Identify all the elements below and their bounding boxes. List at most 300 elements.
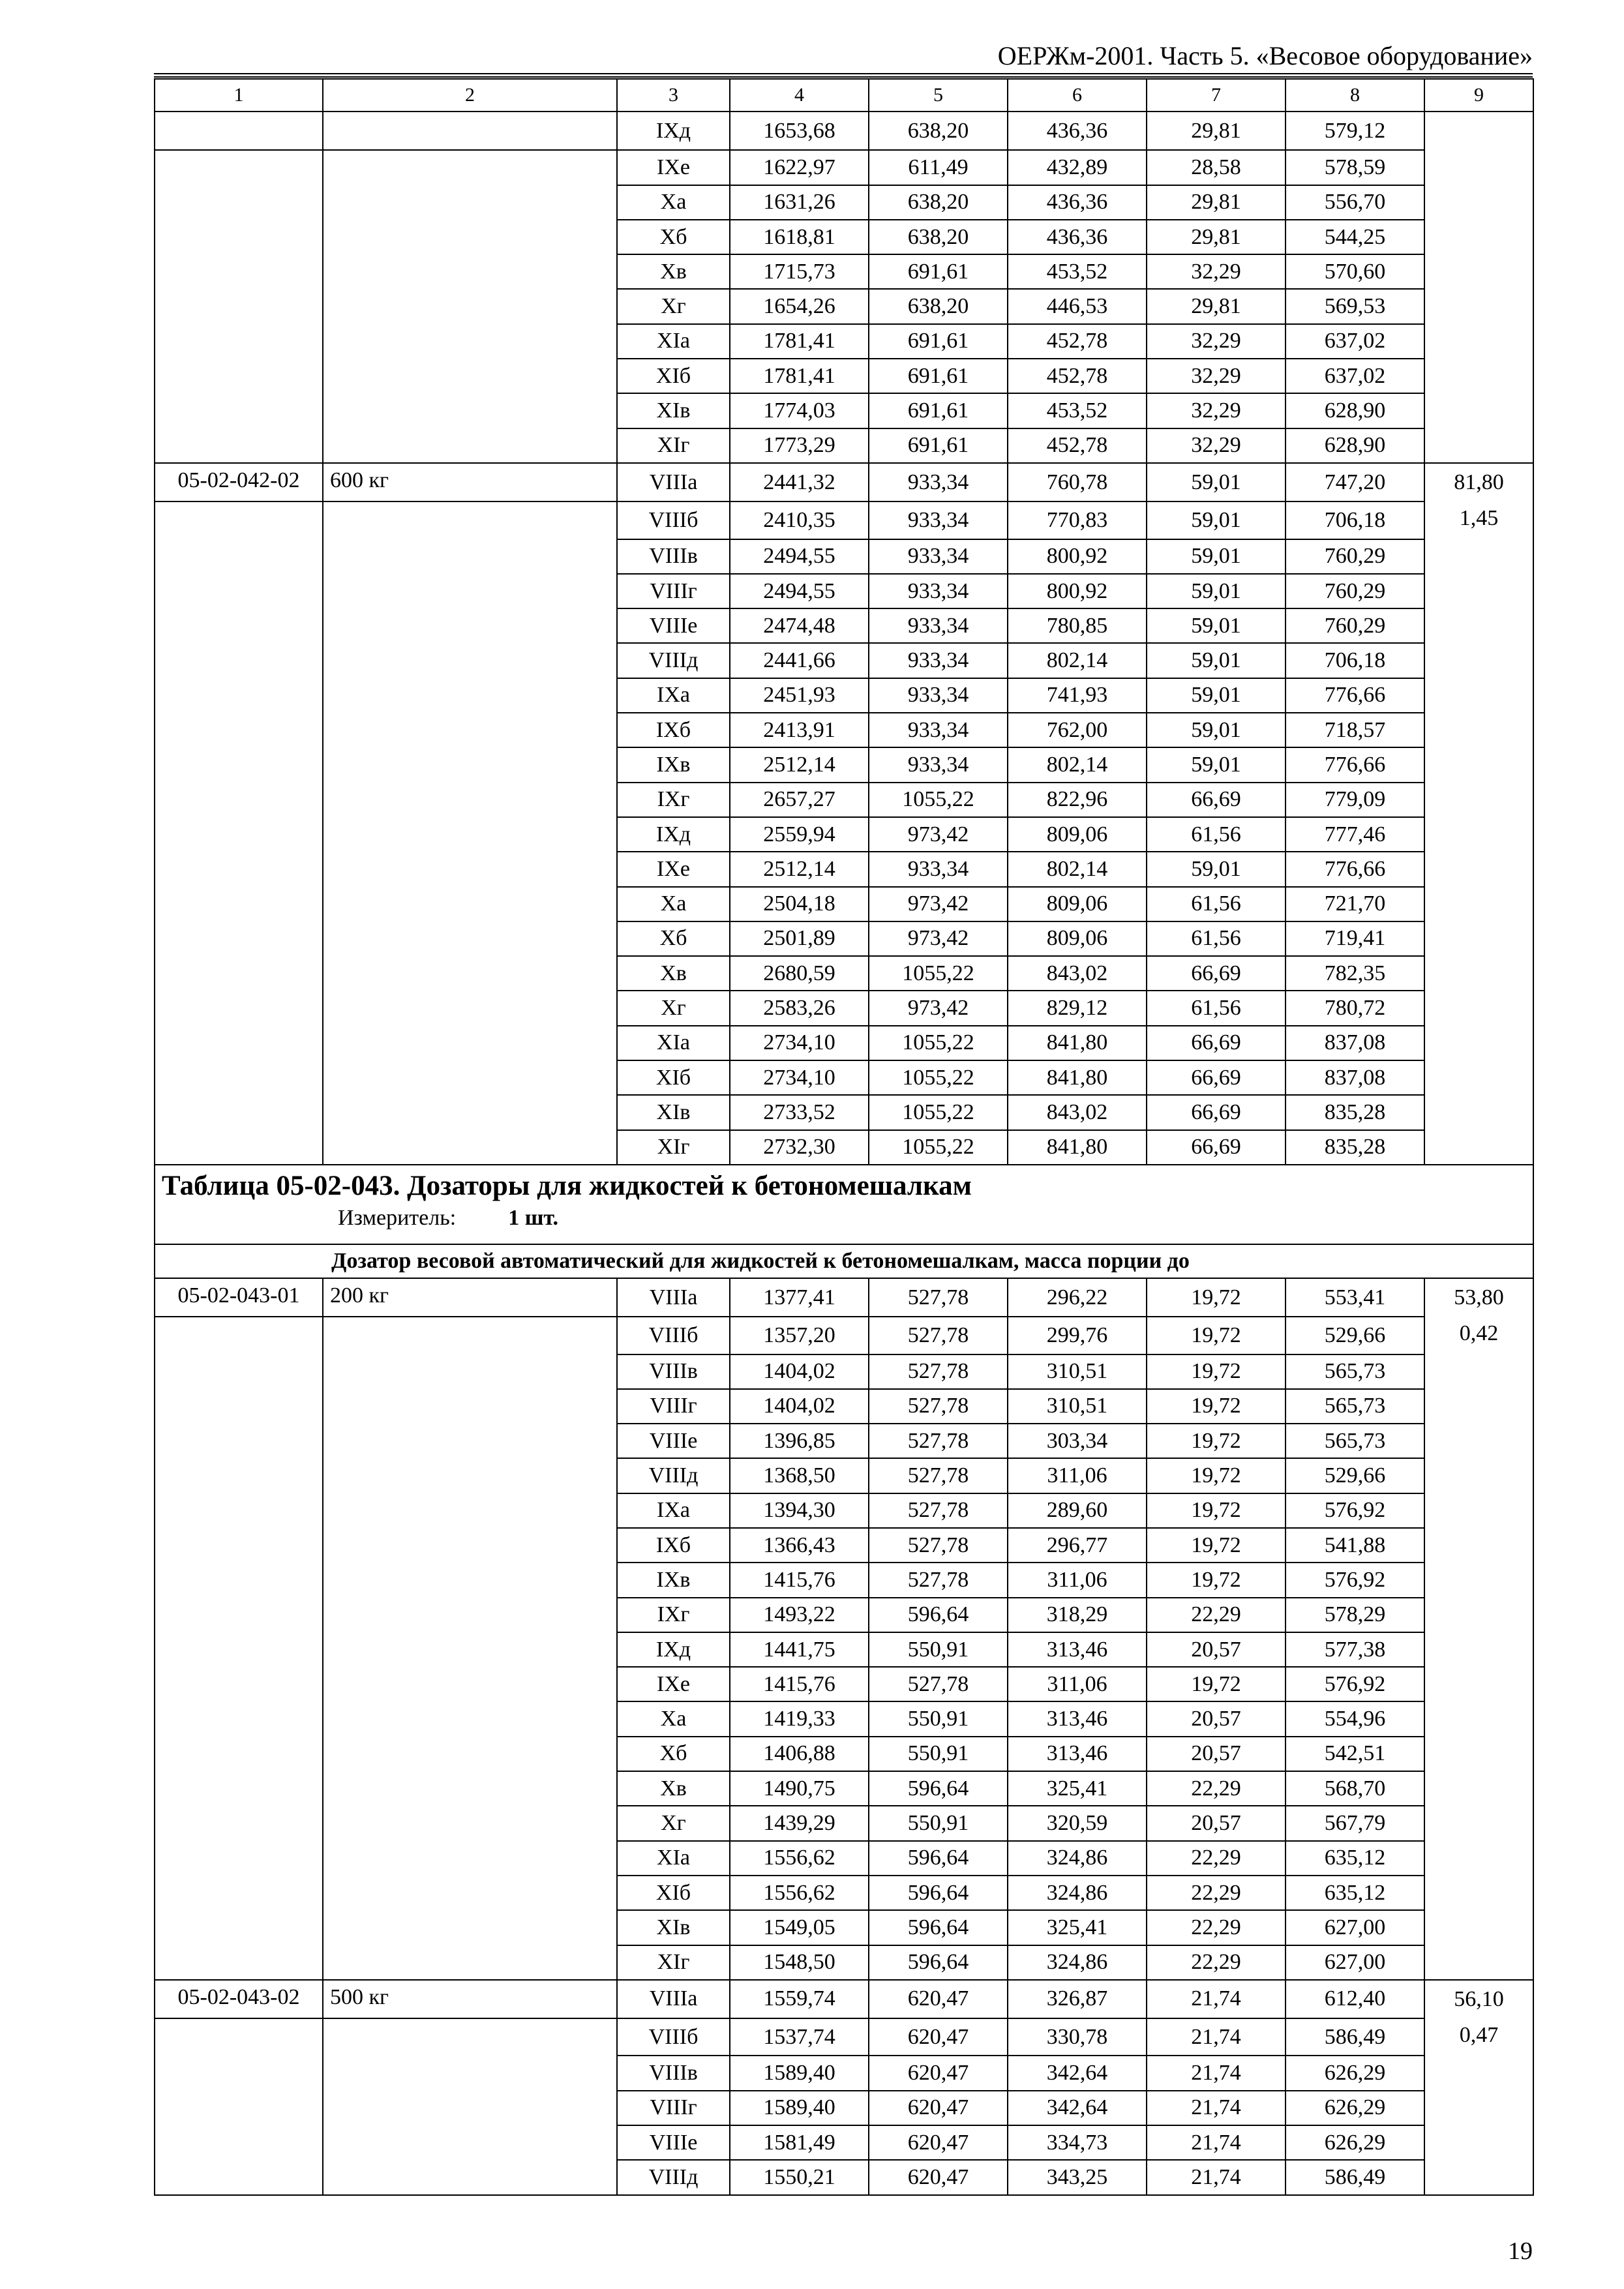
value-cell: 59,01	[1147, 643, 1286, 678]
value-cell: VIIIг	[617, 2091, 730, 2125]
value-cell: 691,61	[869, 254, 1008, 289]
value-cell: 933,34	[869, 574, 1008, 608]
col9-cell	[1424, 783, 1533, 817]
code-cell: 05-02-043-02	[155, 1980, 323, 2018]
code-cell	[155, 428, 323, 463]
col9-cell	[1424, 713, 1533, 747]
value-cell: 527,78	[869, 1424, 1008, 1458]
value-cell: 719,41	[1286, 921, 1424, 956]
value-cell: 973,42	[869, 991, 1008, 1025]
value-cell: 2559,94	[730, 817, 869, 852]
name-cell	[323, 1563, 617, 1597]
value-cell: 841,80	[1008, 1026, 1147, 1060]
value-cell: 762,00	[1008, 713, 1147, 747]
value-cell: 66,69	[1147, 1095, 1286, 1130]
col9-cell: 1,45	[1424, 501, 1533, 539]
value-cell: IXе	[617, 852, 730, 886]
value-cell: 1490,75	[730, 1771, 869, 1806]
value-cell: 1654,26	[730, 289, 869, 323]
value-cell: XIб	[617, 359, 730, 393]
code-cell	[155, 359, 323, 393]
code-cell	[155, 921, 323, 956]
name-cell	[323, 991, 617, 1025]
code-cell	[155, 608, 323, 643]
value-cell: 638,20	[869, 112, 1008, 150]
table-row	[155, 1980, 1533, 2018]
value-cell: 933,34	[869, 643, 1008, 678]
table-row	[155, 1278, 1533, 1317]
column-number-row	[155, 79, 1533, 112]
code-cell	[155, 501, 323, 539]
table-row	[155, 921, 1533, 956]
value-cell: Xг	[617, 991, 730, 1025]
name-cell	[323, 1771, 617, 1806]
value-cell: 436,36	[1008, 185, 1147, 220]
value-cell: 32,29	[1147, 393, 1286, 428]
code-cell	[155, 1598, 323, 1632]
value-cell: 2494,55	[730, 574, 869, 608]
value-cell: 311,06	[1008, 1667, 1147, 1701]
value-cell: XIв	[617, 393, 730, 428]
table-row	[155, 1598, 1533, 1632]
value-cell: 527,78	[869, 1278, 1008, 1317]
value-cell: 1055,22	[869, 1095, 1008, 1130]
value-cell: 841,80	[1008, 1060, 1147, 1095]
col9-cell	[1424, 817, 1533, 852]
table-row	[155, 1458, 1533, 1493]
value-cell: 19,72	[1147, 1424, 1286, 1458]
value-cell: 299,76	[1008, 1317, 1147, 1354]
code-cell	[155, 817, 323, 852]
col9-cell	[1424, 2125, 1533, 2160]
value-cell: 22,29	[1147, 1945, 1286, 1980]
name-cell	[323, 1632, 617, 1667]
value-cell: XIа	[617, 324, 730, 359]
value-cell: 59,01	[1147, 852, 1286, 886]
name-cell: 500 кг	[323, 1980, 617, 2018]
value-cell: 527,78	[869, 1317, 1008, 1354]
value-cell: VIIIа	[617, 1278, 730, 1317]
value-cell: 318,29	[1008, 1598, 1147, 1632]
value-cell: 2441,66	[730, 643, 869, 678]
table-row	[155, 783, 1533, 817]
table-row	[155, 539, 1533, 574]
value-cell: IXв	[617, 1563, 730, 1597]
value-cell: 620,47	[869, 2091, 1008, 2125]
value-cell: 800,92	[1008, 539, 1147, 574]
value-cell: Xв	[617, 956, 730, 991]
table-subtitle: Дозатор весовой автоматический для жидкостей к бетономешалкам, масса порции до	[155, 1244, 1533, 1278]
name-cell	[323, 2018, 617, 2056]
table-row	[155, 112, 1533, 150]
table-row	[155, 1841, 1533, 1876]
value-cell: Xа	[617, 1701, 730, 1736]
table-row	[155, 324, 1533, 359]
code-cell	[155, 713, 323, 747]
value-cell: 554,96	[1286, 1701, 1424, 1736]
value-cell: VIIIв	[617, 1354, 730, 1389]
value-cell: 313,46	[1008, 1701, 1147, 1736]
table-row	[155, 1806, 1533, 1840]
value-cell: 32,29	[1147, 324, 1286, 359]
table-row	[155, 501, 1533, 539]
running-header: ОЕРЖм-2001. Часть 5. «Весовое оборудование»	[997, 41, 1533, 70]
table-row	[155, 289, 1533, 323]
code-cell	[155, 2091, 323, 2125]
col9-cell	[1424, 956, 1533, 991]
value-cell: 61,56	[1147, 817, 1286, 852]
name-cell	[323, 852, 617, 886]
code-cell	[155, 747, 323, 782]
name-cell	[323, 1389, 617, 1424]
table-row	[155, 2160, 1533, 2194]
name-cell	[323, 608, 617, 643]
value-cell: 59,01	[1147, 574, 1286, 608]
value-cell: 626,29	[1286, 2125, 1424, 2160]
value-cell: Xв	[617, 254, 730, 289]
column-number-cell: 2	[323, 79, 617, 112]
value-cell: 22,29	[1147, 1771, 1286, 1806]
value-cell: 19,72	[1147, 1389, 1286, 1424]
value-cell: 21,74	[1147, 2091, 1286, 2125]
value-cell: 32,29	[1147, 428, 1286, 463]
value-cell: 19,72	[1147, 1278, 1286, 1317]
value-cell: 59,01	[1147, 678, 1286, 713]
code-cell	[155, 220, 323, 254]
value-cell: 837,08	[1286, 1026, 1424, 1060]
table-row	[155, 1317, 1533, 1354]
value-cell: 933,34	[869, 747, 1008, 782]
value-cell: 1419,33	[730, 1701, 869, 1736]
col9-cell	[1424, 254, 1533, 289]
value-cell: 579,12	[1286, 112, 1424, 150]
value-cell: 1631,26	[730, 185, 869, 220]
value-cell: 1404,02	[730, 1354, 869, 1389]
col9-cell: 0,42	[1424, 1317, 1533, 1354]
col9-cell	[1424, 574, 1533, 608]
code-cell: 05-02-042-02	[155, 463, 323, 501]
value-cell: 1549,05	[730, 1910, 869, 1945]
code-cell	[155, 1130, 323, 1165]
value-cell: 2657,27	[730, 783, 869, 817]
value-cell: 550,91	[869, 1737, 1008, 1771]
value-cell: 22,29	[1147, 1598, 1286, 1632]
table-row	[155, 1945, 1533, 1980]
name-cell	[323, 185, 617, 220]
value-cell: VIIIг	[617, 1389, 730, 1424]
code-cell	[155, 1876, 323, 1910]
value-cell: 1055,22	[869, 1130, 1008, 1165]
code-cell	[155, 150, 323, 185]
name-cell	[323, 1701, 617, 1736]
value-cell: 1556,62	[730, 1841, 869, 1876]
name-cell	[323, 254, 617, 289]
col9-cell: 0,47	[1424, 2018, 1533, 2056]
value-cell: VIIIд	[617, 2160, 730, 2194]
value-cell: 59,01	[1147, 747, 1286, 782]
value-cell: 313,46	[1008, 1737, 1147, 1771]
column-number-cell: 9	[1424, 79, 1533, 112]
value-cell: 718,57	[1286, 713, 1424, 747]
value-cell: IXг	[617, 1598, 730, 1632]
value-cell: 1055,22	[869, 956, 1008, 991]
value-cell: IXд	[617, 112, 730, 150]
value-cell: 19,72	[1147, 1563, 1286, 1597]
col9-cell	[1424, 887, 1533, 921]
name-cell	[323, 1026, 617, 1060]
value-cell: 770,83	[1008, 501, 1147, 539]
value-cell: 568,70	[1286, 1771, 1424, 1806]
value-cell: 20,57	[1147, 1806, 1286, 1840]
value-cell: 782,35	[1286, 956, 1424, 991]
table-title-cell	[155, 1165, 1533, 1244]
table-row	[155, 1771, 1533, 1806]
code-cell	[155, 991, 323, 1025]
value-cell: 436,36	[1008, 112, 1147, 150]
col9-cell	[1424, 359, 1533, 393]
col9-cell	[1424, 1945, 1533, 1980]
value-cell: 837,08	[1286, 1060, 1424, 1095]
value-cell: 638,20	[869, 185, 1008, 220]
value-cell: 324,86	[1008, 1945, 1147, 1980]
name-cell	[323, 747, 617, 782]
value-cell: 22,29	[1147, 1841, 1286, 1876]
code-cell	[155, 1354, 323, 1389]
value-cell: 565,73	[1286, 1354, 1424, 1389]
value-cell: 19,72	[1147, 1493, 1286, 1528]
value-cell: 829,12	[1008, 991, 1147, 1025]
value-cell: 691,61	[869, 393, 1008, 428]
code-cell	[155, 1026, 323, 1060]
table-row	[155, 643, 1533, 678]
value-cell: XIб	[617, 1060, 730, 1095]
table-row	[155, 1701, 1533, 1736]
table-row	[155, 2091, 1533, 2125]
value-cell: 19,72	[1147, 1528, 1286, 1563]
name-cell	[323, 1806, 617, 1840]
value-cell: 620,47	[869, 2056, 1008, 2090]
value-cell: 776,66	[1286, 852, 1424, 886]
col9-cell: 56,10	[1424, 1980, 1533, 2018]
code-cell: 05-02-043-01	[155, 1278, 323, 1317]
value-cell: 1715,73	[730, 254, 869, 289]
value-cell: VIIIб	[617, 2018, 730, 2056]
value-cell: 330,78	[1008, 2018, 1147, 2056]
value-cell: VIIIв	[617, 2056, 730, 2090]
code-cell	[155, 1771, 323, 1806]
value-cell: 843,02	[1008, 956, 1147, 991]
name-cell	[323, 150, 617, 185]
value-cell: 453,52	[1008, 254, 1147, 289]
name-cell	[323, 887, 617, 921]
value-cell: 19,72	[1147, 1667, 1286, 1701]
value-cell: XIг	[617, 1130, 730, 1165]
value-cell: 326,87	[1008, 1980, 1147, 2018]
value-cell: 2441,32	[730, 463, 869, 501]
column-number-cell: 4	[730, 79, 869, 112]
value-cell: 569,53	[1286, 289, 1424, 323]
value-cell: 1537,74	[730, 2018, 869, 2056]
col9-cell	[1424, 1354, 1533, 1389]
value-cell: 578,29	[1286, 1598, 1424, 1632]
value-cell: 1406,88	[730, 1737, 869, 1771]
header-rule	[154, 73, 1533, 74]
value-cell: 2512,14	[730, 747, 869, 782]
value-cell: 61,56	[1147, 921, 1286, 956]
value-cell: 550,91	[869, 1701, 1008, 1736]
col9-cell	[1424, 150, 1533, 185]
value-cell: 1439,29	[730, 1806, 869, 1840]
code-cell	[155, 678, 323, 713]
value-cell: 59,01	[1147, 463, 1286, 501]
value-cell: 66,69	[1147, 1130, 1286, 1165]
value-cell: 691,61	[869, 359, 1008, 393]
value-cell: 59,01	[1147, 501, 1286, 539]
code-cell	[155, 1945, 323, 1980]
table-row	[155, 1060, 1533, 1095]
name-cell	[323, 921, 617, 956]
value-cell: 628,90	[1286, 393, 1424, 428]
name-cell	[323, 1598, 617, 1632]
value-cell: 637,02	[1286, 359, 1424, 393]
value-cell: XIг	[617, 1945, 730, 1980]
value-cell: 612,40	[1286, 1980, 1424, 2018]
table-row	[155, 359, 1533, 393]
code-cell	[155, 852, 323, 886]
value-cell: VIIIа	[617, 463, 730, 501]
col9-cell	[1424, 1095, 1533, 1130]
table-row	[155, 956, 1533, 991]
value-cell: VIIIв	[617, 539, 730, 574]
name-cell	[323, 1130, 617, 1165]
value-cell: 1581,49	[730, 2125, 869, 2160]
value-cell: 1055,22	[869, 1026, 1008, 1060]
value-cell: 577,38	[1286, 1632, 1424, 1667]
value-cell: Xа	[617, 185, 730, 220]
value-cell: 626,29	[1286, 2091, 1424, 2125]
unit-value: 1 шт.	[508, 1205, 559, 1230]
value-cell: 2501,89	[730, 921, 869, 956]
name-cell	[323, 1424, 617, 1458]
code-cell	[155, 956, 323, 991]
name-cell	[323, 1737, 617, 1771]
value-cell: 542,51	[1286, 1737, 1424, 1771]
value-cell: 59,01	[1147, 608, 1286, 643]
name-cell	[323, 1910, 617, 1945]
value-cell: 541,88	[1286, 1528, 1424, 1563]
col9-cell	[1424, 1701, 1533, 1736]
value-cell: 61,56	[1147, 887, 1286, 921]
name-cell	[323, 2056, 617, 2090]
value-cell: 1622,97	[730, 150, 869, 185]
column-number-cell: 7	[1147, 79, 1286, 112]
value-cell: 777,46	[1286, 817, 1424, 852]
value-cell: 432,89	[1008, 150, 1147, 185]
value-cell: 933,34	[869, 539, 1008, 574]
value-cell: 21,74	[1147, 2160, 1286, 2194]
value-cell: 21,74	[1147, 2056, 1286, 2090]
value-cell: 2504,18	[730, 887, 869, 921]
table-subtitle-row	[155, 1244, 1533, 1278]
value-cell: 691,61	[869, 324, 1008, 359]
value-cell: 638,20	[869, 220, 1008, 254]
name-cell	[323, 817, 617, 852]
table-row	[155, 1095, 1533, 1130]
value-cell: 2410,35	[730, 501, 869, 539]
value-cell: 802,14	[1008, 643, 1147, 678]
value-cell: 706,18	[1286, 501, 1424, 539]
code-cell	[155, 2018, 323, 2056]
value-cell: Xа	[617, 887, 730, 921]
value-cell: 628,90	[1286, 428, 1424, 463]
value-cell: 841,80	[1008, 1130, 1147, 1165]
column-number-cell: 8	[1286, 79, 1424, 112]
code-cell	[155, 2056, 323, 2090]
rates-table	[154, 78, 1534, 2196]
value-cell: 527,78	[869, 1493, 1008, 1528]
value-cell: 2583,26	[730, 991, 869, 1025]
value-cell: Xб	[617, 1737, 730, 1771]
name-cell	[323, 713, 617, 747]
value-cell: 1556,62	[730, 1876, 869, 1910]
value-cell: XIг	[617, 428, 730, 463]
table-row	[155, 1493, 1533, 1528]
unit-line	[162, 1203, 1533, 1233]
value-cell: 1394,30	[730, 1493, 869, 1528]
value-cell: VIIIе	[617, 2125, 730, 2160]
value-cell: 529,66	[1286, 1458, 1424, 1493]
value-cell: Xб	[617, 921, 730, 956]
value-cell: 556,70	[1286, 185, 1424, 220]
code-cell	[155, 643, 323, 678]
col9-cell	[1424, 539, 1533, 574]
value-cell: Xг	[617, 289, 730, 323]
value-cell: 741,93	[1008, 678, 1147, 713]
value-cell: 324,86	[1008, 1841, 1147, 1876]
table-row	[155, 608, 1533, 643]
table-row	[155, 1424, 1533, 1458]
value-cell: 550,91	[869, 1632, 1008, 1667]
value-cell: 570,60	[1286, 254, 1424, 289]
table-row	[155, 1563, 1533, 1597]
value-cell: 635,12	[1286, 1876, 1424, 1910]
value-cell: 747,20	[1286, 463, 1424, 501]
value-cell: 637,02	[1286, 324, 1424, 359]
code-cell	[155, 254, 323, 289]
col9-cell	[1424, 289, 1533, 323]
value-cell: XIв	[617, 1095, 730, 1130]
value-cell: 1589,40	[730, 2056, 869, 2090]
value-cell: 22,29	[1147, 1876, 1286, 1910]
value-cell: 66,69	[1147, 1026, 1286, 1060]
value-cell: 29,81	[1147, 289, 1286, 323]
name-cell	[323, 2160, 617, 2194]
value-cell: 620,47	[869, 2125, 1008, 2160]
table-row	[155, 393, 1533, 428]
value-cell: XIа	[617, 1026, 730, 1060]
name-cell	[323, 1667, 617, 1701]
name-cell	[323, 1876, 617, 1910]
value-cell: 303,34	[1008, 1424, 1147, 1458]
value-cell: 973,42	[869, 817, 1008, 852]
value-cell: VIIIб	[617, 501, 730, 539]
value-cell: 320,59	[1008, 1806, 1147, 1840]
col9-cell	[1424, 1026, 1533, 1060]
value-cell: 324,86	[1008, 1876, 1147, 1910]
value-cell: 21,74	[1147, 1980, 1286, 2018]
col9-cell	[1424, 1598, 1533, 1632]
code-cell	[155, 887, 323, 921]
